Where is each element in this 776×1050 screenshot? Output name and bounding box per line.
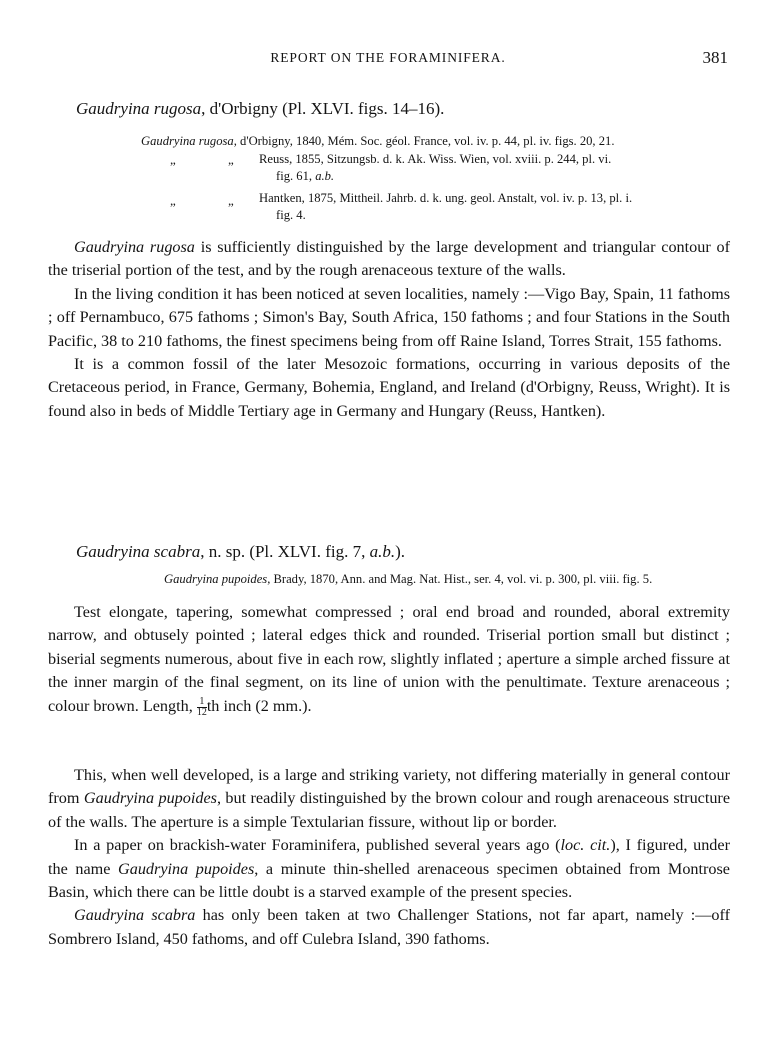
heading-citation: , n. sp. (Pl. XLVI. fig. 7, [200, 542, 370, 561]
ditto-mark: „ [170, 152, 176, 167]
synonymy-line-2 [259, 151, 721, 168]
species-name: Gaudryina pupoides [83, 789, 217, 808]
paragraph [48, 764, 730, 834]
paragraph-text: This, when well developed, is a large and striking variety, not differing materially in general contour from [48, 766, 730, 808]
paragraph [48, 904, 730, 951]
running-title: REPORT ON THE FORAMINIFERA. [270, 50, 506, 65]
paragraph: It is a common fossil of the later Mesozoic formations, occurring in various deposits of the Cretaceous period, in France, Germany, Bohemia, England, and Ireland (d'Orbigny, Reuss, Wright). It is found also in beds of Middle Tertiary age in Germany and Hungary (Reuss, Hantken). [48, 355, 730, 420]
species-name: Gaudryina rugosa [76, 99, 202, 118]
heading-citation: , d'Orbigny (Pl. XLVI. figs. 14–16). [201, 99, 445, 118]
synonym-reference: , d'Orbigny, 1840, Mém. Soc. géol. France, vol. iv. p. 44, pl. iv. figs. 20, 21. [233, 134, 615, 148]
synonym-reference: Reuss, 1855, Sitzungsb. d. k. Ak. Wiss. Wien, vol. xviii. p. 244, pl. vi. [259, 152, 612, 166]
heading-citation: ). [395, 542, 406, 561]
synonym-figure-letters: a.b. [315, 169, 335, 183]
page-number: 381 [702, 48, 728, 67]
species-description [48, 601, 730, 718]
paragraph [48, 834, 730, 904]
synonymy-line-2-cont [276, 168, 334, 185]
fraction-denominator: 12 [196, 706, 207, 718]
paragraph-text: In a paper on brackish-water Foraminifera, published several years ago ( [74, 836, 561, 855]
species-name: Gaudryina rugosa [74, 238, 195, 256]
paragraph-text: th inch (2 mm.). [206, 696, 312, 715]
synonymy-line-3-cont [276, 207, 306, 224]
species-name: Gaudryina scabra [76, 542, 201, 561]
running-header [48, 48, 728, 72]
synonym-reference: Hantken, 1875, Mittheil. Jahrb. d. k. ung. geol. Anstalt, vol. iv. p. 13, pl. i. [259, 191, 633, 205]
paragraph: In the living condition it has been noticed at seven localities, namely :—Vigo Bay, Spain, 11 fathoms ; off Pernambuco, 675 fathoms ; Simon's Bay, South Africa, 150 fathoms ; and four Stations in the South Pacific, 38 to 210 fathoms, the finest specimens being from off Raine Island, Torres Strait, 155 fathoms. [48, 284, 730, 350]
synonymy-line-1 [141, 133, 721, 150]
heading-figure-letters: a.b. [369, 542, 396, 561]
paragraph-text: Test elongate, tapering, somewhat compressed ; oral end broad and rounded, aboral extremity narrow, and obtusely pointed ; lateral edges thick and rounded. Triserial portion small but distinct ; biserial segments numerous, about five in each row, slightly inflated ; aperture a simple arched fissure at the inner margin of the final segment, on its line of union with the penultimate. Texture arenaceous ; colour brown. Length, [48, 603, 730, 715]
paragraph-text: has only been taken at two Challenger Stations, not far apart, namely :—off Sombrero Island, 450 fathoms, and off Culebra Island, 390 fathoms. [48, 906, 730, 948]
paragraph-text: ), I figured, under the name [48, 836, 730, 878]
fraction-numerator: 1 [197, 697, 207, 708]
synonym-reference: , Brady, 1870, Ann. and Mag. Nat. Hist., ser. 4, vol. vi. p. 300, pl. viii. fig. 5. [267, 572, 653, 586]
paragraph-text: , a minute thin-shelled arenaceous specimen obtained from Montrose Basin, which there can be little doubt is a starved example of the present species. [48, 859, 730, 902]
ditto-mark: „ [228, 193, 234, 208]
synonymy-line-3 [259, 190, 721, 207]
paragraph-text: , but readily distinguished by the brown colour and rough arenaceous structure of the walls. The aperture is a simple Textularian fissure, without lip or border. [48, 789, 731, 831]
synonym-reference: fig. 61, [276, 169, 316, 183]
paragraph-text: is sufficiently distinguished by the large development and triangular contour of the triserial portion of the test, and by the rough arenaceous texture of the walls. [48, 238, 730, 280]
species-heading-gaudryina-scabra [76, 541, 758, 563]
synonym-name: Gaudryina rugosa [141, 134, 234, 148]
section-1-body [48, 236, 730, 423]
paragraph [48, 601, 730, 718]
paragraph [48, 236, 730, 283]
synonymy-line [164, 571, 730, 588]
fraction [197, 697, 207, 718]
synonym-reference: fig. 4. [276, 208, 306, 222]
synonym-name: Gaudryina pupoides [164, 572, 268, 586]
ditto-mark: „ [228, 152, 234, 167]
citation: loc. cit. [560, 836, 611, 855]
species-discussion [48, 764, 730, 951]
species-heading-gaudryina-rugosa [76, 98, 758, 120]
species-name: Gaudryina pupoides [118, 859, 255, 878]
ditto-mark: „ [170, 193, 176, 208]
species-name: Gaudryina scabra [74, 906, 196, 925]
